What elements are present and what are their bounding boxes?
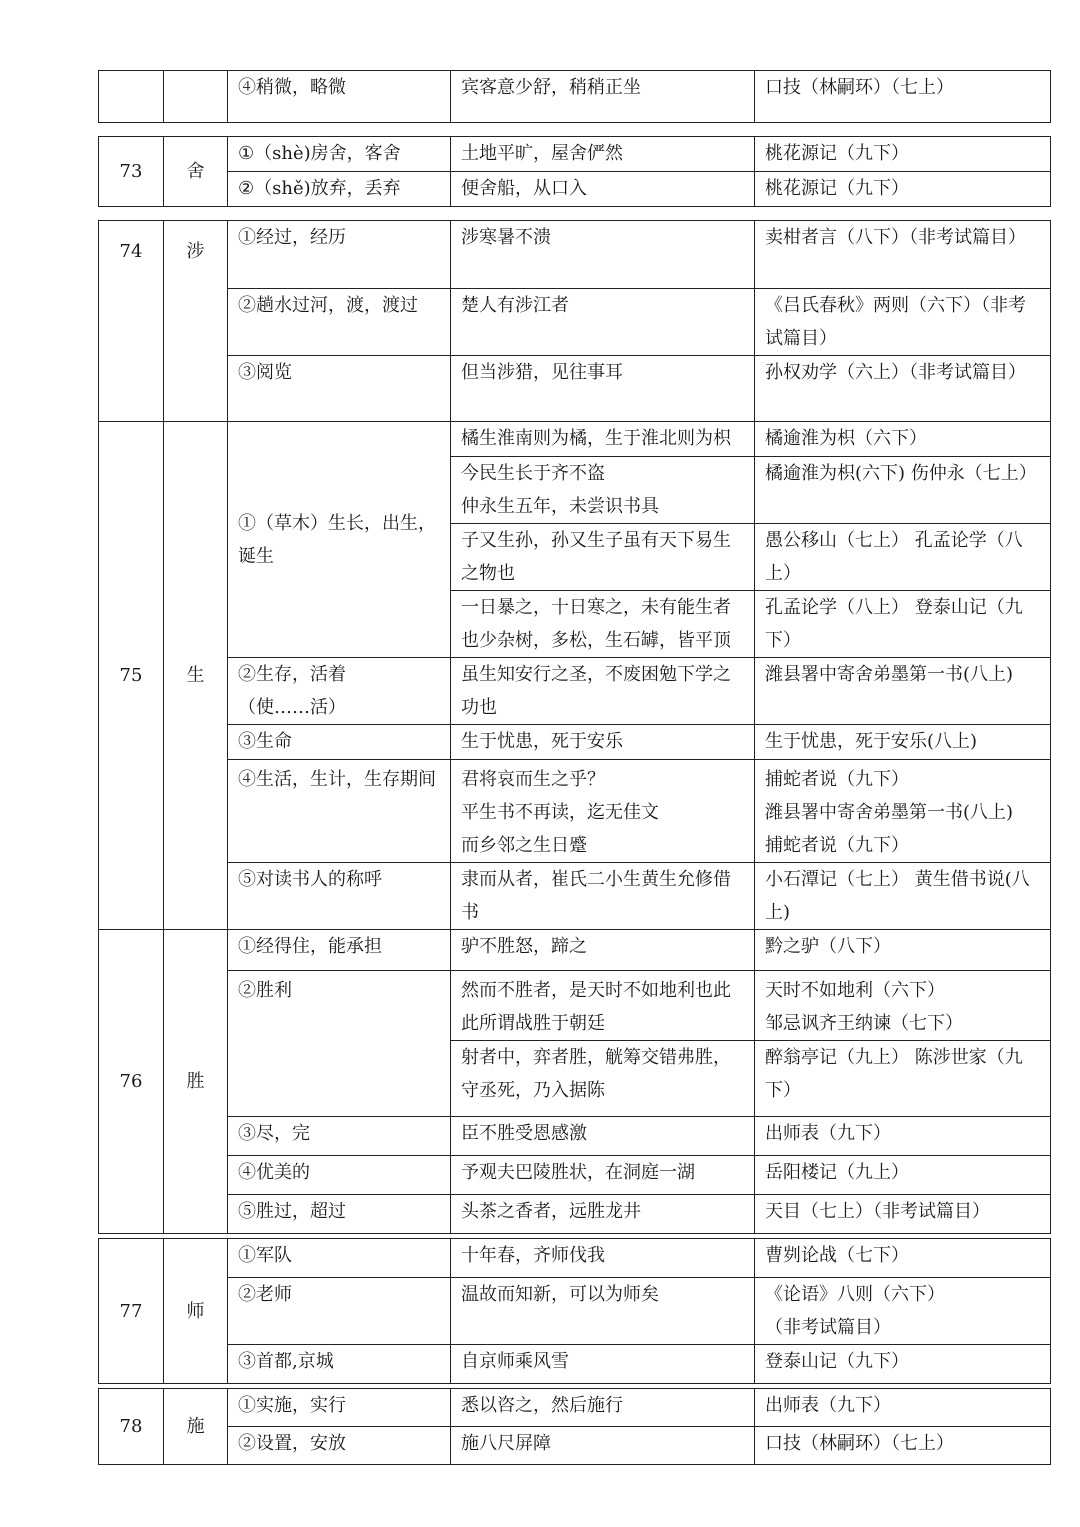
sense-cell: ④优美的 [228,1156,451,1195]
source-cell: 口技（林嗣环）（七上） [755,1427,1051,1465]
entry-number: 73 [99,137,164,207]
table-row [99,71,1051,123]
sense-cell: ④生活，生计，生存期间 [228,760,451,863]
sense-cell: ②胜利 [228,971,451,1117]
example-cell: 悉以咨之，然后施行 [451,1389,755,1427]
entry-character: 胜 [164,930,228,1234]
entry-character [164,71,228,123]
example-cell: 驴不胜怒，蹄之 [451,930,755,971]
entry-number: 75 [99,422,164,930]
source-cell: 小石潭记（七上） 黄生借书说(八上) [755,863,1051,930]
entry-number [99,71,164,123]
entry-character: 施 [164,1389,228,1465]
source-cell: 生于忧患，死于安乐(八上) [755,725,1051,760]
source-cell: 岳阳楼记（九上） [755,1156,1051,1195]
table-row [99,1389,1051,1427]
source-cell: 黔之驴（八下） [755,930,1051,971]
table-row [99,658,1051,725]
sense-cell: ①军队 [228,1239,451,1278]
entry-character: 师 [164,1239,228,1384]
table-row [99,930,1051,971]
entry-number: 76 [99,930,164,1234]
example-cell: 楚人有涉江者 [451,289,755,356]
source-cell: 醉翁亭记（九上） 陈涉世家（九下） [755,1041,1051,1117]
source-cell: 橘逾淮为枳(六下) 伤仲永（七上） [755,457,1051,524]
source-cell: 孙权劝学（六上）（非考试篇目） [755,356,1051,422]
table-row [99,172,1051,207]
table-row [99,971,1051,1041]
vocabulary-table [98,70,1051,1465]
entry-number: 74 [99,221,164,422]
source-cell: 《论语》八则（六下） （非考试篇目） [755,1278,1051,1345]
table-row [99,289,1051,356]
table-row [99,1345,1051,1384]
source-cell: 口技（林嗣环）（七上） [755,71,1051,123]
table-row [99,1117,1051,1156]
example-cell: 自京师乘风雪 [451,1345,755,1384]
sense-cell: ②生存，活着 （使……活） [228,658,451,725]
sense-cell: ①经过，经历 [228,221,451,289]
table-row [99,356,1051,422]
example-cell: 虽生知安行之圣，不废困勉下学之功也 [451,658,755,725]
source-cell: 登泰山记（九下） [755,1345,1051,1384]
entry-character: 舍 [164,137,228,207]
example-cell: 土地平旷，屋舍俨然 [451,137,755,172]
sense-cell: ⑤对读书人的称呼 [228,863,451,930]
source-cell: 出师表（九下） [755,1389,1051,1427]
table-row [99,760,1051,863]
entry-number: 77 [99,1239,164,1384]
table-row [99,1278,1051,1345]
example-cell: 今民生长于齐不盗 仲永生五年，未尝识书具 [451,457,755,524]
sense-cell: ⑤胜过，超过 [228,1195,451,1234]
example-cell: 施八尺屏障 [451,1427,755,1465]
source-cell: 出师表（九下） [755,1117,1051,1156]
sense-cell: ②趟水过河，渡，渡过 [228,289,451,356]
sense-cell: ①经得住，能承担 [228,930,451,971]
table-row [99,221,1051,289]
sense-cell: ①（shè)房舍，客舍 [228,137,451,172]
entry-number: 78 [99,1389,164,1465]
example-cell: 隶而从者，崔氏二小生黄生允修借书 [451,863,755,930]
sense-cell: ③尽，完 [228,1117,451,1156]
sense-cell: ①（草木）生长，出生，诞生 [228,422,451,658]
example-cell: 射者中，弈者胜，觥筹交错弗胜，守丞死，乃入据陈 [451,1041,755,1117]
example-cell: 君将哀而生之乎？ 平生书不再读，迄无佳文 而乡邻之生日蹙 [451,760,755,863]
sense-cell: ②老师 [228,1278,451,1345]
source-cell: 捕蛇者说（九下） 潍县署中寄舍弟墨第一书(八上) 捕蛇者说（九下） [755,760,1051,863]
table-row [99,422,1051,457]
source-cell: 《吕氏春秋》两则（六下）（非考试篇目） [755,289,1051,356]
example-cell: 一日暴之，十日寒之，未有能生者也少杂树，多松，生石罅，皆平顶 [451,591,755,658]
source-cell: 橘逾淮为枳（六下） [755,422,1051,457]
sense-cell: ①实施，实行 [228,1389,451,1427]
example-cell: 便舍船，从口入 [451,172,755,207]
source-cell: 卖柑者言（八下）（非考试篇目） [755,221,1051,289]
source-cell: 曹刿论战（七下） [755,1239,1051,1278]
example-cell: 然而不胜者，是天时不如地利也此此所谓战胜于朝廷 [451,971,755,1041]
source-cell: 愚公移山（七上） 孔孟论学（八上） [755,524,1051,591]
source-cell: 潍县署中寄舍弟墨第一书(八上) [755,658,1051,725]
example-cell: 十年春，齐师伐我 [451,1239,755,1278]
source-cell: 天目（七上）（非考试篇目） [755,1195,1051,1234]
sense-cell: ②设置，安放 [228,1427,451,1465]
entry-character: 涉 [164,221,228,422]
example-cell: 涉寒暑不溃 [451,221,755,289]
example-cell: 温故而知新，可以为师矣 [451,1278,755,1345]
example-cell: 但当涉猎，见往事耳 [451,356,755,422]
table-row [99,1239,1051,1278]
sense-cell: ③生命 [228,725,451,760]
sense-cell: ③阅览 [228,356,451,422]
table-row [99,1427,1051,1465]
example-cell: 生于忧患，死于安乐 [451,725,755,760]
example-cell: 子又生孙，孙又生子虽有天下易生之物也 [451,524,755,591]
table-row [99,1195,1051,1234]
table-row [99,1156,1051,1195]
example-cell: 予观夫巴陵胜状，在洞庭一湖 [451,1156,755,1195]
table-row [99,863,1051,930]
sense-cell: ④稍微，略微 [228,71,451,123]
source-cell: 孔孟论学（八上） 登泰山记（九下） [755,591,1051,658]
table-row [99,137,1051,172]
entry-character: 生 [164,422,228,930]
source-cell: 天时不如地利（六下） 邹忌讽齐王纳谏（七下） [755,971,1051,1041]
source-cell: 桃花源记（九下） [755,137,1051,172]
sense-cell: ③首都,京城 [228,1345,451,1384]
sense-cell: ②（shě)放弃，丢弃 [228,172,451,207]
example-cell: 橘生淮南则为橘，生于淮北则为枳 [451,422,755,457]
source-cell: 桃花源记（九下） [755,172,1051,207]
example-cell: 头茶之香者，远胜龙井 [451,1195,755,1234]
example-cell: 臣不胜受恩感激 [451,1117,755,1156]
example-cell: 宾客意少舒，稍稍正坐 [451,71,755,123]
table-row [99,725,1051,760]
